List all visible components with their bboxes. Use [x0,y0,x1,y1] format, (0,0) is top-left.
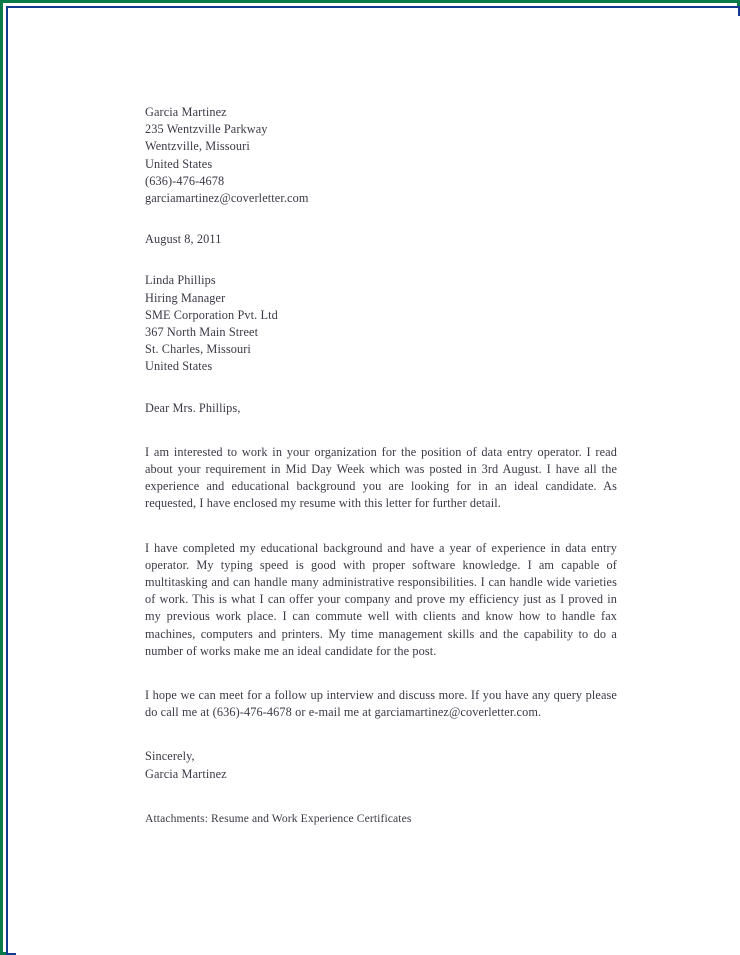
spacer-after-date [145,248,617,272]
closing-block [145,748,617,782]
salutation-text: Dear Mrs. Phillips, [145,400,241,415]
recipient-company: SME Corporation Pvt. Ltd [145,307,278,322]
sender-address-block [145,104,617,207]
spacer-after-salutation [145,417,617,444]
spacer-after-sender [145,207,617,231]
recipient-city-state: St. Charles, Missouri [145,342,251,357]
spacer-after-signature [145,783,617,810]
sender-name: Garcia Martinez [145,105,227,119]
body-paragraph-2: I have completed my educational background and have a year of experience in data entry operator. My typing speed is good with proper software knowledge. I am capable of multitasking and can handle many administrative responsibilities. I can handle wide varieties of work. This is what I can offer your company and prove my efficiency just as I proved in my previous work place. I can commute well with clients and know how to handle fax machines, computers and printers. My time management skills and the capability to do a number of works make me an ideal candidate for the post. [145,540,617,658]
recipient-country: United States [145,359,213,374]
spacer-after-paragraph-2 [145,660,617,687]
recipient-title: Hiring Manager [145,290,226,305]
body-paragraph-3: I hope we can meet for a follow up interview and discuss more. If you have any query please do call me at (636)-476-4678 or e-mail me at garciamartinez@coverletter.com. [145,688,617,720]
document-inner-border [6,6,740,955]
body-paragraph-1: I am interested to work in your organization for the position of data entry operator. I read about your requirement in Mid Day Week which was posted in 3rd August. I have all the experience and educational background you are looking for in an ideal candidate. As requested, I have enclosed my resume with this letter for further detail. [145,444,617,511]
sender-street: 235 Wentzville Parkway [145,122,268,137]
sender-country: United States [145,156,213,171]
date-text: August 8, 2011 [145,232,222,247]
sender-city-state: Wentzville, Missouri [145,139,250,154]
recipient-address-block [145,272,617,375]
attachments-text: Attachments: Resume and Work Experience Certificates [145,811,412,825]
recipient-name: Linda Phillips [145,273,216,288]
signature-name: Garcia Martinez [145,766,227,781]
sender-phone: (636)-476-4678 [145,173,225,188]
salutation [145,400,617,417]
letter-page [16,16,740,955]
spacer-after-recipient [145,376,617,400]
closing-text: Sincerely, [145,749,195,764]
spacer-after-paragraph-3 [145,721,617,748]
sender-email: garciamartinez@coverletter.com [145,191,309,206]
spacer-after-paragraph-1 [145,513,617,540]
attachments-block [145,810,617,827]
recipient-street: 367 North Main Street [145,325,259,340]
letter-body [145,104,617,827]
letter-date [145,231,617,248]
